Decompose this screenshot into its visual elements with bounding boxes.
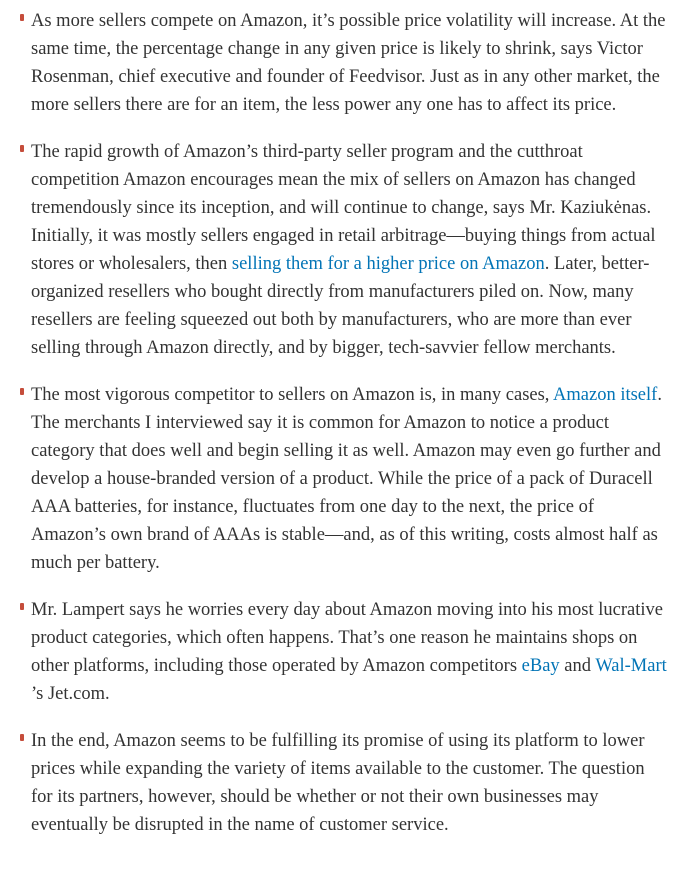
paragraph-text: As more sellers compete on Amazon, it’s possible price volatility will increase. At the same time, the percentage change in any given price is likely to shrink, says Victor Rosenman, chief executive and founder of Feedvisor. Just as in any other market, the more sellers there are for an item, the less power any one has to affect its price. <box>31 11 666 115</box>
paragraph-text: Mr. Lampert says he worries every day about Amazon moving into his most lucrative product categories, which often happens. That’s one reason he maintains shops on other platforms, including those operated by Amazon competitors <box>31 600 663 676</box>
paragraph-text: In the end, Amazon seems to be fulfilling its promise of using its platform to lower prices while expanding the variety of items available to the customer. The question for its partners, however, should be whether or not their own businesses may eventually be disrupted in the name of customer service. <box>31 731 645 835</box>
paragraph <box>31 596 667 708</box>
inline-link[interactable]: selling them for a higher price on Amazon <box>231 254 545 274</box>
inline-link[interactable]: Amazon itself <box>553 385 658 405</box>
paragraph <box>31 138 667 362</box>
paragraph-text: . The merchants I interviewed say it is common for Amazon to notice a product category that does well and begin selling it as well. Amazon may even go further and develop a house-branded version of a product. While the price of a pack of Duracell AAA batteries, for instance, fluctuates from one day to the next, the price of Amazon’s own brand of AAAs is stable—and, as of this writing, costs almost half as much per battery. <box>31 385 662 573</box>
paragraph-text: ’s Jet.com. <box>31 684 110 704</box>
article-text <box>31 7 667 839</box>
paragraph-marker-icon <box>20 603 24 610</box>
paragraph-marker-icon <box>20 14 24 21</box>
paragraph-text: and <box>559 656 596 676</box>
paragraph-marker-icon <box>20 388 24 395</box>
paragraph-text: . Later, better-organized resellers who bought directly from manufacturers piled on. Now, many resellers are feeling squeezed out both by manufacturers, who are more than ever selling through Amazon directly, and by bigger, tech-savvier fellow merchants. <box>31 254 650 358</box>
paragraph <box>31 381 667 577</box>
paragraph-text: The most vigorous competitor to sellers on Amazon is, in many cases, <box>31 385 554 405</box>
paragraph-text: The rapid growth of Amazon’s third-party seller program and the cutthroat competition Amazon encourages mean the mix of sellers on Amazon has changed tremendously since its inception, and will continue to change, says Mr. Kaziukėnas. Initially, it was mostly sellers engaged in retail arbitrage—buying things from actual stores or wholesalers, then <box>31 142 656 274</box>
paragraph <box>31 727 667 839</box>
inline-link[interactable]: eBay <box>521 656 560 676</box>
paragraph-marker-icon <box>20 734 24 741</box>
paragraph <box>31 7 667 119</box>
inline-link[interactable]: Wal-Mart <box>595 656 667 676</box>
paragraph-marker-icon <box>20 145 24 152</box>
